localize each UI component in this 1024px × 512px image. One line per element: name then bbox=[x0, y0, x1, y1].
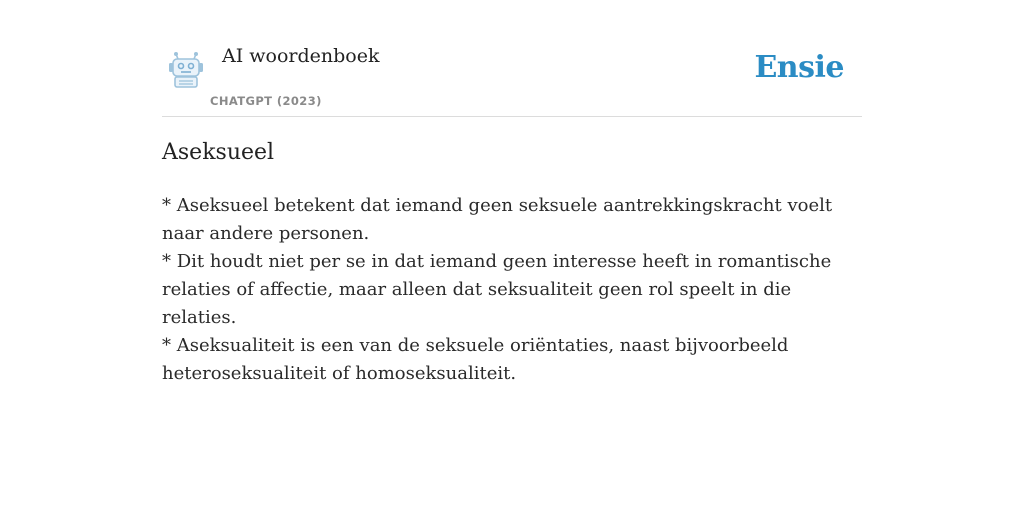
header bbox=[162, 0, 862, 117]
definition-line: * Dit houdt niet per se in dat iemand geen interesse heeft in romantische relaties of affectie, maar alleen dat seksualiteit geen rol speelt in die relaties. bbox=[162, 251, 832, 328]
definition-line: * Aseksualiteit is een van de seksuele oriëntaties, naast bijvoorbeeld heteroseksualiteit of homoseksualiteit. bbox=[162, 335, 789, 384]
robot-icon bbox=[166, 50, 206, 90]
dictionary-title[interactable]: AI woordenboek bbox=[222, 45, 380, 67]
entry-term: Aseksueel bbox=[162, 140, 275, 165]
source-label: CHATGPT (2023) bbox=[210, 94, 322, 108]
entry-definition bbox=[162, 192, 862, 388]
brand-logo[interactable]: Ensie bbox=[754, 50, 844, 85]
definition-line: * Aseksueel betekent dat iemand geen seksuele aantrekkingskracht voelt naar andere personen. bbox=[162, 195, 833, 244]
